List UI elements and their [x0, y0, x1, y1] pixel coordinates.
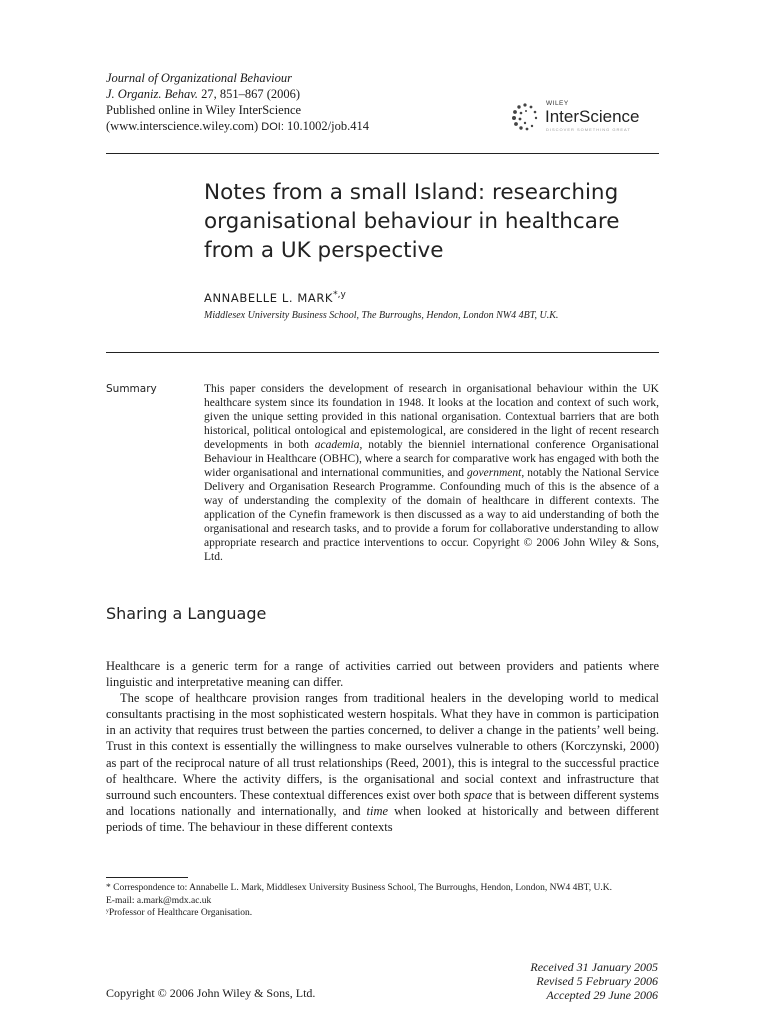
body-paragraph-1: Healthcare is a generic term for a range of activities carried out between providers and patients where linguistic and interpretative meaning can differ.: [106, 659, 659, 690]
journal-abbrev: J. Organiz. Behav.: [106, 87, 198, 101]
body-text: [106, 658, 659, 835]
logo-brand: InterScience: [545, 107, 640, 126]
author-name: [204, 290, 346, 305]
date-accepted: Accepted 29 June 2006: [546, 988, 658, 1002]
copyright-footer: Copyright © 2006 John Wiley & Sons, Ltd.: [106, 986, 316, 1000]
logo-publisher: WILEY: [546, 100, 569, 107]
body-emphasis-time: time: [366, 803, 389, 818]
date-revised: Revised 5 February 2006: [536, 974, 658, 988]
published-online: Published online in Wiley InterScience: [106, 103, 302, 117]
body-paragraph-2-part-a: The scope of healthcare provision ranges from traditional healers in the developing world to medical consultants practising in the most sophisticated western hospitals. What they have in common is participation in an activity that requires trust between the parties concerned, to deliver a change in the patients’ well being. Trust in this context is essentially the willingness to make ourselves vulnerable to others (Korczynski, 2000) as part of the reciprocal nature of all trust relationships (Reed, 2001), this is integral to the successful practice of healthcare. Where the activity differs, is the organisational and social context and infrastructure that surround such encounters. These contextual differences exist over both: [106, 691, 659, 802]
title-rule: [106, 352, 659, 353]
summary-emphasis-academia: academia: [314, 439, 360, 451]
article-dates: [530, 960, 658, 1002]
body-paragraph-2-part-c: when looked at historically and between different periods of time. The behaviour in these different contexts: [106, 803, 659, 834]
journal-info: [106, 70, 369, 135]
doi-value[interactable]: 10.1002/job.414: [283, 119, 369, 133]
journal-url-line: [106, 118, 369, 135]
author-text: ANNABELLE L. MARK: [204, 290, 334, 305]
date-received: Received 31 January 2005: [530, 960, 658, 974]
interscience-logo-icon: [510, 102, 540, 132]
summary-label: Summary: [106, 383, 157, 395]
body-emphasis-space: space: [463, 787, 493, 802]
summary-part-2: , notably the bienniel international conference Organisational Behaviour in Healthcare (OBHC), where a search for comparative work has engaged with both the wider organisational and international communities, and: [204, 439, 659, 479]
body-paragraph-2-part-b: that is between different systems and locations nationally and internationally, and: [106, 787, 659, 818]
journal-volume: 27, 851–867 (2006): [198, 87, 301, 101]
journal-citation: [106, 86, 369, 102]
header-rule: [106, 153, 659, 154]
article-title: Notes from a small Island: researching organisational behaviour in healthcare from a UK perspective: [204, 180, 620, 263]
author-marks: *,y: [333, 290, 346, 300]
logo-tagline: DISCOVER SOMETHING GREAT: [546, 127, 631, 132]
body-paragraph-2: [106, 690, 659, 835]
footnote-rule: [106, 877, 188, 878]
footnotes: [106, 882, 659, 920]
doi-label: DOI:: [261, 121, 284, 133]
footnote-email[interactable]: E-mail: a.mark@mdx.ac.uk: [106, 895, 212, 906]
summary-text: [204, 382, 659, 564]
journal-url[interactable]: (www.interscience.wiley.com): [106, 119, 259, 133]
summary-part-3: , notably the National Service Delivery and Organisation Research Programme. Confounding much of this is the absence of a way of understanding the complexity of the domain of healthcare in different contexts. The application of the Cynefin framework is then discussed as a way to aid understanding of both the organisational and research tasks, and to provide a forum for collaborative understanding to allow appropriate research and practice interventions to occur. Copyright © 2006 John Wiley & Sons, Ltd.: [204, 467, 659, 563]
journal-name: Journal of Organizational Behaviour: [106, 71, 292, 85]
footnote-correspondence: * Correspondence to: Annabelle L. Mark, Middlesex University Business School, The Burroughs, Hendon, London, NW4 4BT, U.K.: [106, 883, 612, 893]
footnote-role: ʸProfessor of Healthcare Organisation.: [106, 908, 253, 918]
section-heading: Sharing a Language: [106, 604, 267, 623]
author-affiliation: Middlesex University Business School, The Burroughs, Hendon, London NW4 4BT, U.K.: [204, 310, 559, 321]
summary-part-1: This paper considers the development of research in organisational behaviour within the UK healthcare system since its foundation in 1948. It looks at the location and context of such work, given the unique setting provided in this national organisation. Contextual barriers that are both historical, political ontological and epistemological, are considered in the light of recent research developments in both: [204, 383, 659, 451]
summary-emphasis-government: government: [467, 467, 522, 479]
interscience-logo: [510, 98, 660, 136]
